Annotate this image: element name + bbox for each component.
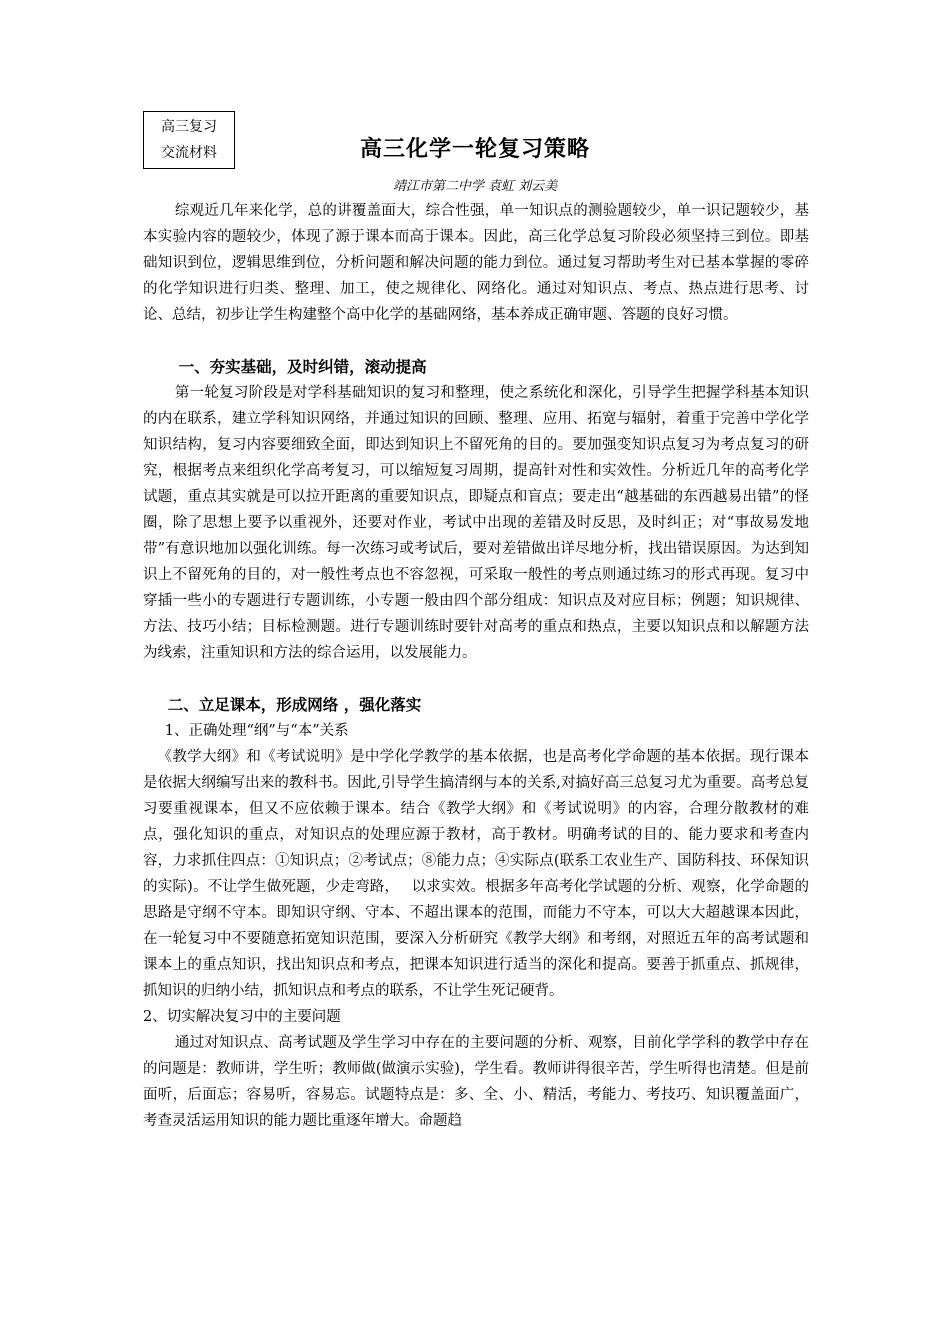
spacer [143, 328, 809, 354]
document-title: 高三化学一轮复习策略 [359, 137, 590, 162]
subsection-1-paragraph: 《教学大纲》和《考试说明》是中学化学教学的基本依据，也是高考化学命题的基本依据。现行课本是依据大纲编写出来的教科书。因此,引导学生搞清纲与本的关系,对搞好高三总复习尤为重要。高考总复习要重视课本，但又不应依赖于课本。结合《教学大纲》和《考试说明》的内容，合理分散教材的难点，强化知识的重点，对知识点的处理应源于教材，高于教材。明确考试的目的、能力要求和考查内容，力求抓住四点：①知识点；②考试点；⑧能力点；④实际点(联系工农业生产、国防科技、环保知识的实际)。不让学生做死题，少走弯路， 以求实效。根据多年高考化学试题的分析、观察，化学命题的思路是守纲不守本。即知识守纲、守本、不超出课本的范围，而能力不守本，可以大大超越课本因此，在一轮复习中不要随意拓宽知识范围，要深入分析研究《教学大纲》和考纲，对照近五年的高考试题和课本上的重点知识，找出知识点和考点，把课本知识进行适当的深化和提高。要善于抓重点、抓规律，抓知识的归纳小结，抓知识点和考点的联系，不让学生死记硬背。 [143, 749, 809, 999]
label-line-2: 交流材料 [161, 145, 217, 161]
intro-paragraph: 综观近几年来化学，总的讲覆盖面大，综合性强，单一知识点的测验题较少，单一识记题较少，基本实验内容的题较少，体现了源于课本而高于课本。因此，高三化学总复习阶段必须坚持三到位。即基础知识到位，逻辑思维到位，分析问题和解决问题的能力到位。通过复习帮助考生对已基本掌握的零碎的化学知识进行归类、整理、加工，使之规律化、网络化。通过对知识点、考点、热点进行思考、讨论、总结，初步让学生构建整个高中化学的基础网络，基本养成正确审题、答题的良好习惯。 [143, 203, 809, 323]
section-1-paragraph: 第一轮复习阶段是对学科基础知识的复习和整理，使之系统化和深化，引导学生把握学科基本知识的内在联系，建立学科知识网络，并通过知识的回顾、整理、应用、拓宽与辐射，着重于完善中学化学知识结构，复习内容要细致全面，即达到知识上不留死角的目的。要加强变知识点复习为考点复习的研究，根据考点来组织化学高考复习，可以缩短复习周期，提高针对性和实效性。分析近几年的高考化学试题，重点其实就是可以拉开距离的重要知识点，即疑点和盲点；要走出“越基础的东西越易出错”的怪圈，除了思想上要予以重视外，还要对作业，考试中出现的差错及时反思，及时纠正；对“事故易发地带”有意识地加以强化训练。每一次练习或考试后，要对差错做出详尽地分析，找出错误原因。为达到知识上不留死角的目的，对一般性考点也不容忽视，可采取一般性的考点则通过练习的形式再现。复习中穿插一些小的专题进行专题训练，小专题一般由四个部分组成：知识点及对应目标；例题；知识规律、方法、技巧小结；目标检测题。进行专题训练时要针对高考的重点和热点，主要以知识点和以解题方法为线索，注重知识和方法的综合运用，以发展能力。 [143, 385, 809, 661]
label-line-1: 高三复习 [161, 119, 217, 135]
document-body [143, 198, 809, 1134]
subsection-2-title: 2、切实解决复习中的主要问题 [143, 1009, 341, 1025]
subsection-1-title: 1、正确处理“纲”与“本”关系 [164, 723, 349, 739]
spacer [143, 666, 809, 692]
section-1-heading: 一、夯实基础，及时纠错，滚动提高 [178, 358, 427, 376]
document-authors: 靖江市第二中学 袁虹 刘云美 [392, 179, 558, 194]
subsection-2-paragraph: 通过对知识点、高考试题及学生学习中存在的主要问题的分析、观察，目前化学学科的教学中存在的问题是：教师讲，学生听；教师做(做演示实验)，学生看。教师讲得很辛苦，学生听得也清楚。但是前面听，后面忘；容易听，容易忘。试题特点是：多、全、小、精活，考能力、考技巧、知识覆盖面广，考查灵活运用知识的能力题比重逐年增大。命题趋 [143, 1035, 809, 1129]
section-2-heading: 二、立足课本，形成网络 ，强化落实 [167, 696, 422, 714]
material-label-box [143, 111, 235, 169]
